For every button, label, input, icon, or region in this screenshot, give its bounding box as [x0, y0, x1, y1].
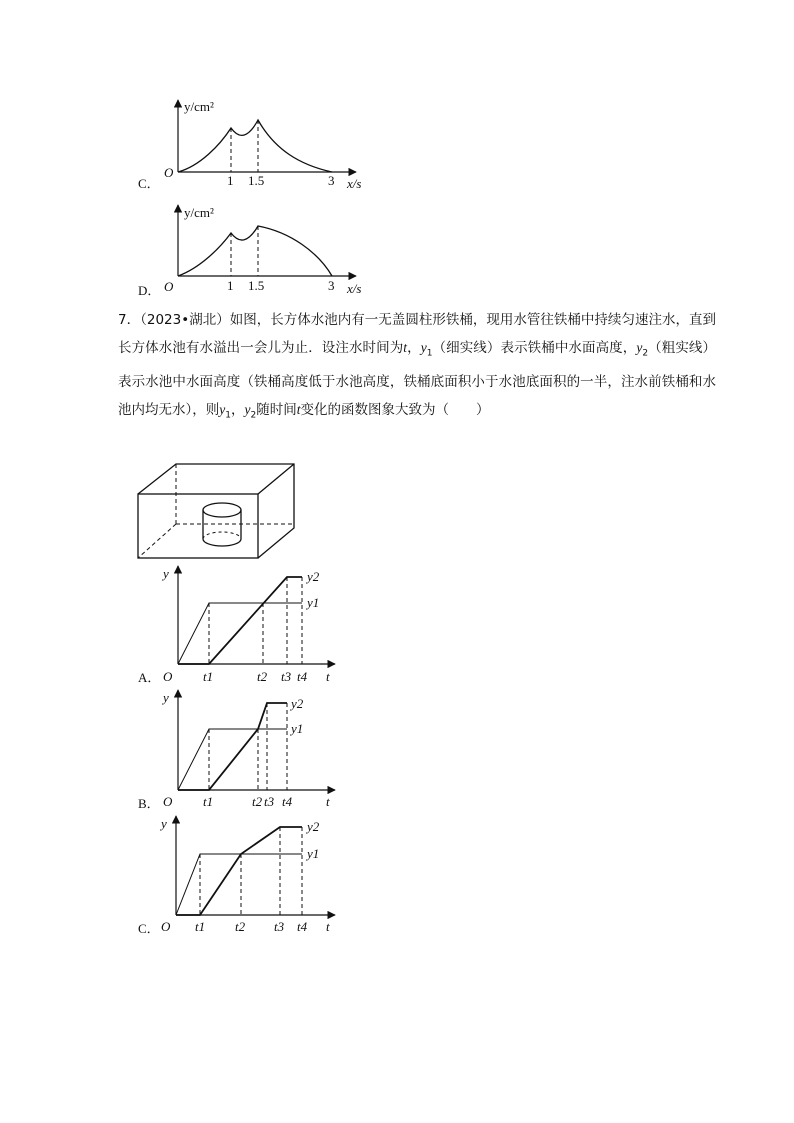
graph-a-tick-t4: t4: [297, 669, 308, 684]
graph-c-line-y1: [176, 854, 302, 915]
graph-c-y-label: y: [161, 816, 167, 831]
var-y2-sub: 2: [642, 348, 649, 359]
graph-b-tick-t2: t2: [252, 794, 263, 809]
graph-b-line-y2: [178, 703, 287, 790]
var-y1-b-sub: 1: [225, 410, 231, 421]
prev-c-tick-1-5: 1.5: [248, 173, 265, 188]
var-t: t: [403, 340, 408, 355]
question-text-d: ，: [230, 401, 245, 418]
graph-c-tick-t4: t4: [297, 919, 308, 934]
graph-a-line-y2: [178, 577, 302, 664]
question-text-a: 如图，长方体水池内有一无盖圆柱形铁桶，现用水管往铁桶中持续匀速注水，直到长方体水池有水溢出一会儿为止．设注水时间为: [118, 312, 716, 356]
var-y1-b: y: [219, 401, 226, 417]
bucket-top: [203, 503, 241, 517]
option-a-label[interactable]: A．: [138, 670, 161, 685]
pool-top-right: [258, 464, 294, 494]
graph-b-origin: O: [163, 794, 173, 809]
prev-d-x-label: x/s: [347, 281, 362, 296]
prev-d-tick-1-5: 1.5: [248, 278, 265, 293]
prev-c-origin: O: [164, 165, 174, 180]
graph-a-x-label: t: [326, 669, 330, 684]
graph-b-tick-t3: t3: [264, 794, 275, 809]
pool-diagram: [138, 464, 294, 558]
prev-option-c-label[interactable]: C．: [138, 176, 160, 191]
question-text-b: （细实线）表示铁桶中水面高度，: [432, 340, 637, 356]
pool-hidden-depth: [138, 524, 176, 558]
var-y1-sub: 1: [426, 348, 433, 359]
graph-b: [178, 690, 335, 790]
prev-c-tick-3: 3: [328, 173, 335, 188]
graph-c-tick-t1: t1: [195, 919, 206, 934]
graph-c-line-y2: [176, 827, 302, 915]
graph-a-origin: O: [163, 669, 173, 684]
prev-d-origin: O: [164, 279, 174, 294]
prev-d-tick-1: 1: [227, 278, 234, 293]
var-t-b: t: [296, 401, 301, 417]
graph-b-y-label: y: [163, 690, 169, 705]
var-y2-b-sub: 2: [250, 410, 257, 421]
prev-d-tick-3: 3: [328, 278, 335, 293]
graph-c-y2-label: y2: [307, 819, 320, 834]
graph-c-tick-t3: t3: [274, 919, 285, 934]
var-y2-b: y: [244, 401, 251, 417]
graph-a-y-label: y: [163, 566, 169, 581]
question-7: [118, 306, 716, 429]
question-text-c: （粗实线）表示水池中水面高度（铁桶高度低于水池高度，铁桶底面积小于水池底面积的一半，注水前铁桶和水池内均无水），则: [118, 340, 717, 418]
option-c-label[interactable]: C．: [138, 921, 160, 936]
graph-a-tick-t2: t2: [257, 669, 268, 684]
graph-a-y1-label: y1: [307, 595, 320, 610]
prev-c-tick-1: 1: [227, 173, 234, 188]
graph-a-tick-t3: t3: [281, 669, 292, 684]
prev-c-x-label: x/s: [347, 176, 362, 191]
graph-a-y2-label: y2: [307, 569, 320, 584]
graph-c-y1-label: y1: [307, 846, 320, 861]
prev-c-y-label: y/cm²: [184, 99, 214, 114]
graph-b-tick-t4: t4: [282, 794, 293, 809]
prev-d-curve: [178, 226, 332, 276]
prev-c-curve: [178, 120, 332, 172]
graph-b-x-label: t: [326, 794, 330, 809]
bucket-bottom-visible: [203, 539, 241, 546]
var-y1: y: [420, 340, 427, 355]
pool-front-face: [138, 494, 258, 558]
prev-option-d-label[interactable]: D．: [138, 283, 161, 298]
question-sep: ，: [407, 340, 421, 356]
question-7-text: [118, 306, 716, 429]
option-b-label[interactable]: B．: [138, 796, 160, 811]
graph-c-x-label: t: [326, 919, 330, 934]
question-number: 7．: [118, 312, 141, 328]
question-text-f: 变化的函数图象大致为（ ）: [300, 401, 490, 418]
graph-c-tick-t2: t2: [235, 919, 246, 934]
var-y2: y: [636, 340, 643, 355]
question-source: （2023•湖北）: [140, 312, 230, 328]
graph-a-line-y1: [178, 603, 302, 664]
question-text-e: 随时间: [256, 401, 297, 418]
graph-b-y2-label: y2: [291, 696, 304, 711]
graph-c-origin: O: [161, 919, 171, 934]
prev-d-y-label: y/cm²: [184, 205, 214, 220]
graph-b-tick-t1: t1: [203, 794, 214, 809]
bucket-bottom-hidden: [203, 532, 241, 539]
graph-b-y1-label: y1: [291, 721, 304, 736]
pool-top-back: [138, 464, 294, 558]
graph-a-tick-t1: t1: [203, 669, 214, 684]
